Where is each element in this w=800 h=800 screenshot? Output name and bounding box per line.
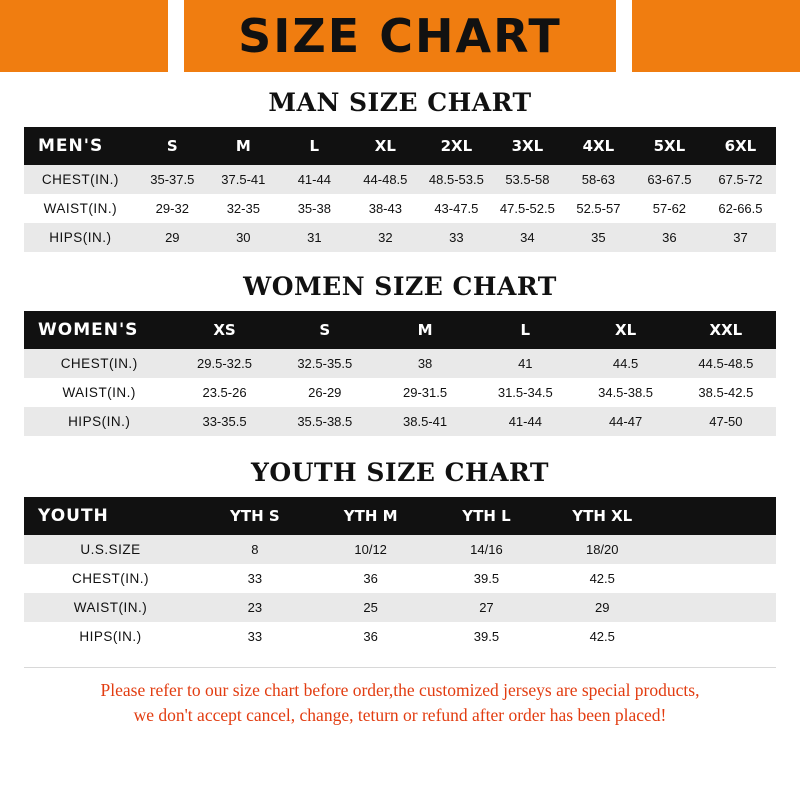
women-col-2: M	[375, 311, 475, 349]
youth-col-1: YTH M	[313, 497, 429, 535]
table-row	[24, 194, 776, 223]
youth-row-2-cell-0: 23	[197, 593, 313, 622]
man-row-1-cell-1: 32-35	[208, 194, 279, 223]
youth-row-3-cell-1: 36	[313, 622, 429, 651]
man-row-1-cell-5: 47.5-52.5	[492, 194, 563, 223]
man-row-1-cell-2: 35-38	[279, 194, 350, 223]
man-row-2-cell-3: 32	[350, 223, 421, 252]
man-row-0-cell-4: 48.5-53.5	[421, 165, 492, 194]
women-col-0: XS	[174, 311, 274, 349]
man-row-1-cell-3: 38-43	[350, 194, 421, 223]
women-row-2-cell-5: 47-50	[676, 407, 776, 436]
women-section-title: WOMEN SIZE CHART	[243, 272, 557, 301]
man-col-2: L	[279, 127, 350, 165]
man-table-body	[24, 165, 776, 252]
women-row-1-cell-5: 38.5-42.5	[676, 378, 776, 407]
table-row	[24, 622, 776, 651]
table-header-row	[24, 311, 776, 349]
man-row-0-cell-5: 53.5-58	[492, 165, 563, 194]
man-row-0-cell-6: 58-63	[563, 165, 634, 194]
table-row	[24, 564, 776, 593]
youth-col-0: YTH S	[197, 497, 313, 535]
youth-row-1-cell-0: 33	[197, 564, 313, 593]
women-table-body	[24, 349, 776, 436]
women-col-5: XXL	[676, 311, 776, 349]
youth-row-2-cell-1: 25	[313, 593, 429, 622]
table-row	[24, 378, 776, 407]
youth-row-1-cell-blank	[660, 564, 776, 593]
footer-note	[24, 667, 776, 729]
header-band	[0, 0, 800, 72]
man-row-2-cell-4: 33	[421, 223, 492, 252]
table-row	[24, 407, 776, 436]
man-row-1-cell-4: 43-47.5	[421, 194, 492, 223]
man-row-0-cell-1: 37.5-41	[208, 165, 279, 194]
youth-row-3-cell-2: 39.5	[429, 622, 545, 651]
youth-row-2-cell-3: 29	[544, 593, 660, 622]
man-row-2-label: HIPS(IN.)	[24, 223, 137, 252]
youth-row-2-label: WAIST(IN.)	[24, 593, 197, 622]
man-col-7: 5XL	[634, 127, 705, 165]
man-col-1: M	[208, 127, 279, 165]
women-row-1-cell-3: 31.5-34.5	[475, 378, 575, 407]
youth-row-1-label: CHEST(IN.)	[24, 564, 197, 593]
women-size-table	[24, 311, 776, 436]
youth-row-0-cell-2: 14/16	[429, 535, 545, 564]
youth-row-1-cell-3: 42.5	[544, 564, 660, 593]
youth-row-0-cell-1: 10/12	[313, 535, 429, 564]
man-row-0-label: CHEST(IN.)	[24, 165, 137, 194]
youth-row-3-cell-blank	[660, 622, 776, 651]
youth-row-0-label: U.S.SIZE	[24, 535, 197, 564]
women-row-0-cell-1: 32.5-35.5	[275, 349, 375, 378]
man-section-title: MAN SIZE CHART	[268, 88, 532, 117]
man-row-0-cell-0: 35-37.5	[137, 165, 208, 194]
man-row-2-cell-5: 34	[492, 223, 563, 252]
women-row-0-cell-2: 38	[375, 349, 475, 378]
man-table-head	[24, 127, 776, 165]
man-row-2-cell-8: 37	[705, 223, 776, 252]
man-row-2-cell-0: 29	[137, 223, 208, 252]
man-col-0: S	[137, 127, 208, 165]
man-row-1-cell-8: 62-66.5	[705, 194, 776, 223]
man-row-0-cell-2: 41-44	[279, 165, 350, 194]
women-row-2-cell-2: 38.5-41	[375, 407, 475, 436]
women-row-1-label: WAIST(IN.)	[24, 378, 174, 407]
man-header-label: MEN'S	[24, 127, 137, 165]
table-header-row	[24, 497, 776, 535]
footer-note-line-1: Please refer to our size chart before order,the customized jerseys are special products,	[100, 680, 700, 700]
women-row-0-cell-0: 29.5-32.5	[174, 349, 274, 378]
youth-col-blank	[660, 497, 776, 535]
man-row-1-cell-7: 57-62	[634, 194, 705, 223]
women-row-1-cell-4: 34.5-38.5	[575, 378, 675, 407]
content	[0, 88, 800, 729]
women-col-3: L	[475, 311, 575, 349]
women-row-2-cell-1: 35.5-38.5	[275, 407, 375, 436]
man-row-2-cell-7: 36	[634, 223, 705, 252]
youth-row-2-cell-2: 27	[429, 593, 545, 622]
youth-row-0-cell-3: 18/20	[544, 535, 660, 564]
women-row-2-label: HIPS(IN.)	[24, 407, 174, 436]
man-row-2-cell-6: 35	[563, 223, 634, 252]
women-row-2-cell-3: 41-44	[475, 407, 575, 436]
youth-row-2-cell-blank	[660, 593, 776, 622]
youth-row-3-cell-3: 42.5	[544, 622, 660, 651]
man-col-3: XL	[350, 127, 421, 165]
youth-size-table	[24, 497, 776, 651]
youth-row-1-cell-1: 36	[313, 564, 429, 593]
women-row-2-cell-0: 33-35.5	[174, 407, 274, 436]
youth-col-3: YTH XL	[544, 497, 660, 535]
youth-row-0-cell-blank	[660, 535, 776, 564]
man-col-8: 6XL	[705, 127, 776, 165]
man-size-table	[24, 127, 776, 252]
youth-section-title: YOUTH SIZE CHART	[251, 458, 549, 487]
youth-row-0-cell-0: 8	[197, 535, 313, 564]
man-col-6: 4XL	[563, 127, 634, 165]
table-row	[24, 349, 776, 378]
table-row	[24, 593, 776, 622]
youth-table-head	[24, 497, 776, 535]
women-table-head	[24, 311, 776, 349]
header-gap-right	[616, 0, 632, 72]
women-row-1-cell-0: 23.5-26	[174, 378, 274, 407]
women-row-0-cell-3: 41	[475, 349, 575, 378]
header-gap-left	[168, 0, 184, 72]
man-row-1-cell-0: 29-32	[137, 194, 208, 223]
women-row-1-cell-1: 26-29	[275, 378, 375, 407]
table-row	[24, 165, 776, 194]
man-row-2-cell-1: 30	[208, 223, 279, 252]
man-row-1-cell-6: 52.5-57	[563, 194, 634, 223]
man-col-5: 3XL	[492, 127, 563, 165]
table-row	[24, 223, 776, 252]
man-row-0-cell-3: 44-48.5	[350, 165, 421, 194]
man-col-4: 2XL	[421, 127, 492, 165]
women-col-4: XL	[575, 311, 675, 349]
women-row-0-cell-5: 44.5-48.5	[676, 349, 776, 378]
youth-row-1-cell-2: 39.5	[429, 564, 545, 593]
women-row-0-label: CHEST(IN.)	[24, 349, 174, 378]
page-title: SIZE CHART	[238, 9, 562, 63]
women-row-1-cell-2: 29-31.5	[375, 378, 475, 407]
youth-row-3-cell-0: 33	[197, 622, 313, 651]
women-row-0-cell-4: 44.5	[575, 349, 675, 378]
man-row-0-cell-7: 63-67.5	[634, 165, 705, 194]
table-header-row	[24, 127, 776, 165]
youth-row-3-label: HIPS(IN.)	[24, 622, 197, 651]
man-row-1-label: WAIST(IN.)	[24, 194, 137, 223]
women-header-label: WOMEN'S	[24, 311, 174, 349]
youth-table-body	[24, 535, 776, 651]
man-row-2-cell-2: 31	[279, 223, 350, 252]
women-row-2-cell-4: 44-47	[575, 407, 675, 436]
table-row	[24, 535, 776, 564]
footer-note-line-2: we don't accept cancel, change, teturn or refund after order has been placed!	[133, 705, 667, 726]
youth-col-2: YTH L	[429, 497, 545, 535]
youth-header-label: YOUTH	[24, 497, 197, 535]
women-col-1: S	[275, 311, 375, 349]
man-row-0-cell-8: 67.5-72	[705, 165, 776, 194]
